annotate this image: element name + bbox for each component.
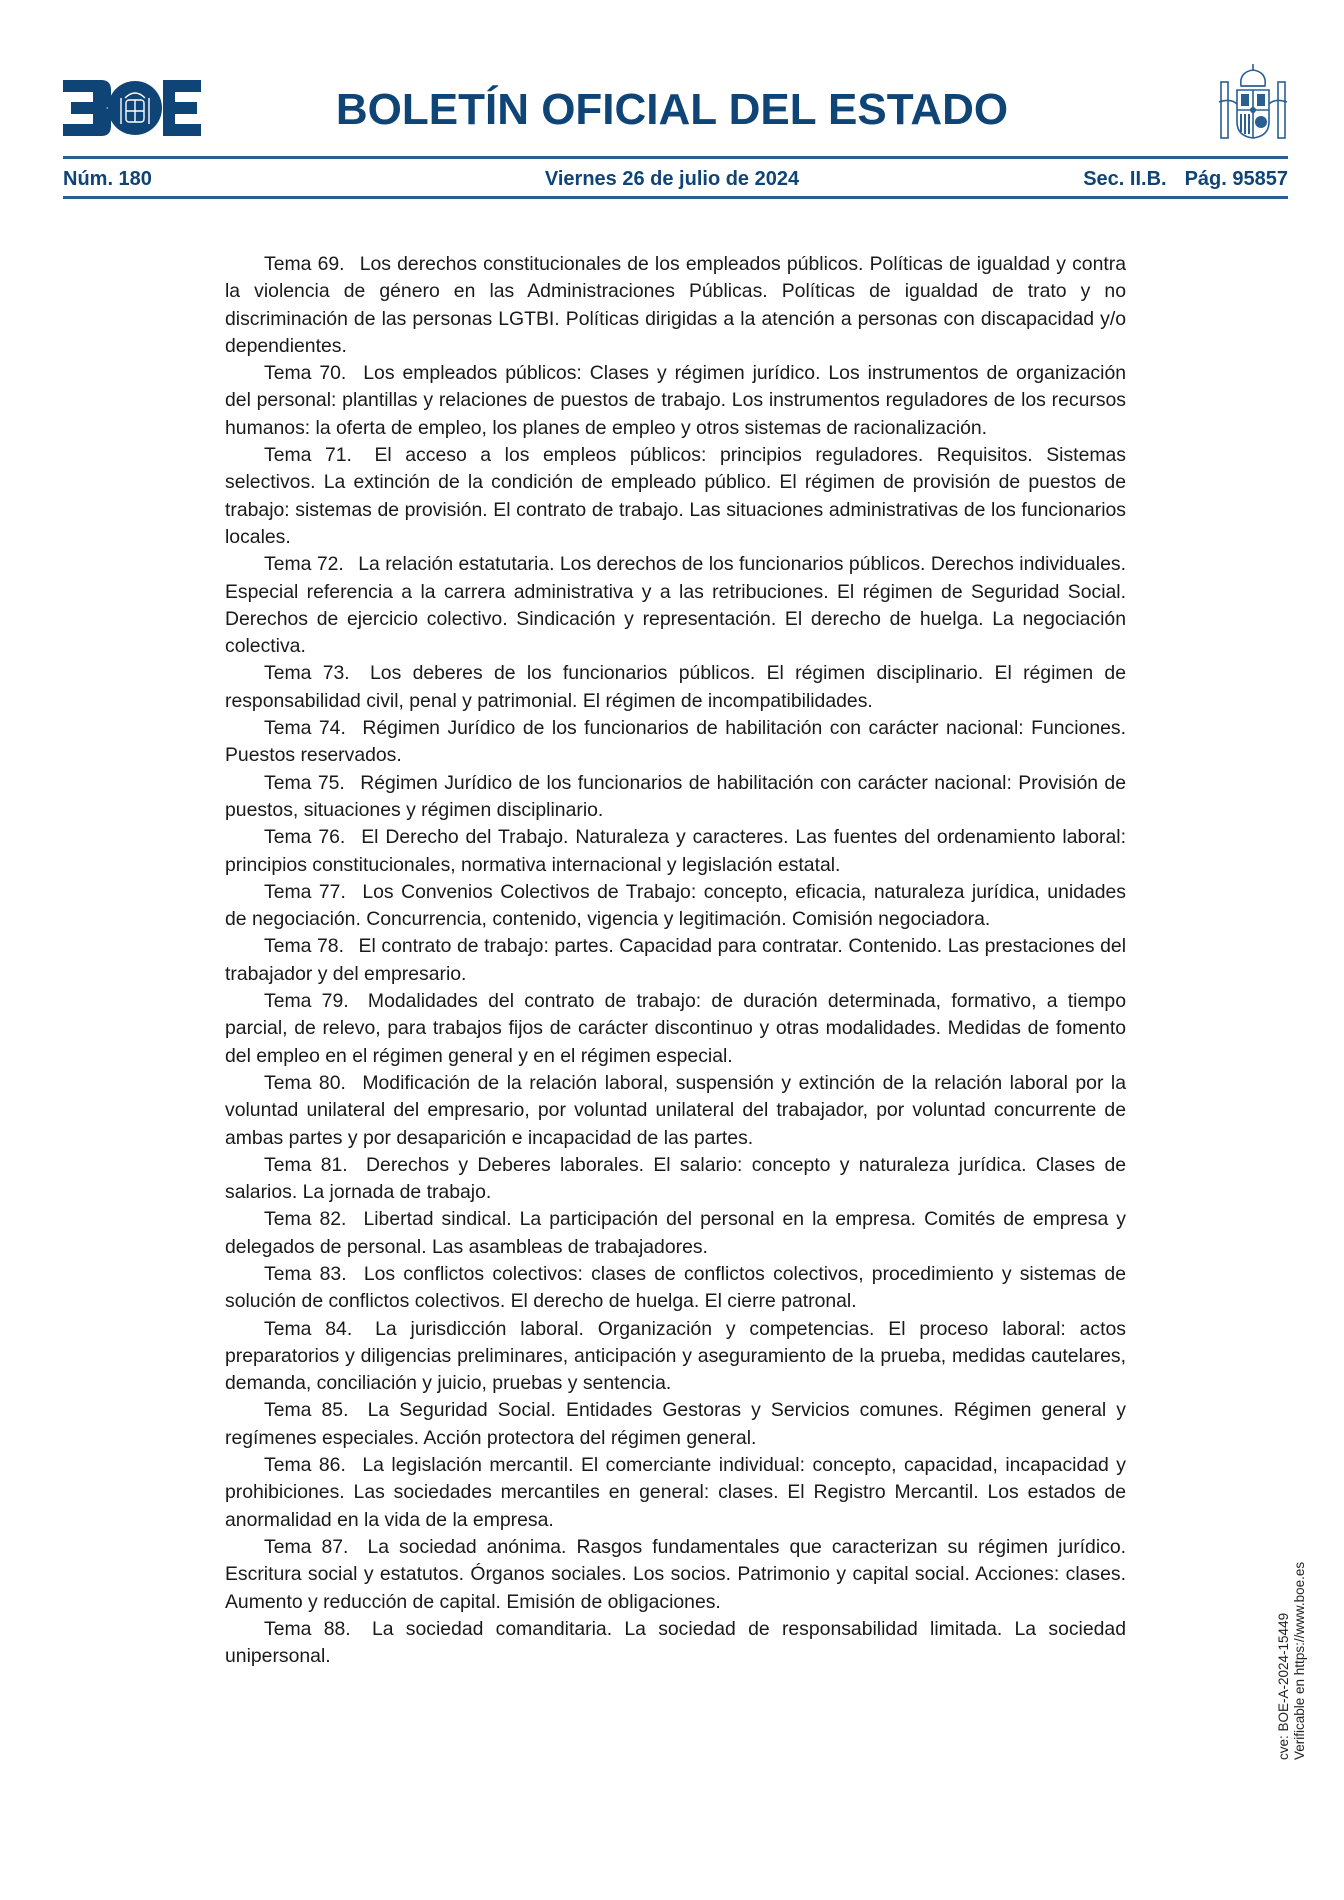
- tema-number: Tema 82.: [264, 1208, 347, 1231]
- document-body: [225, 251, 1126, 1670]
- tema-text: Los empleados públicos: Clases y régimen jurídico. Los instrumentos de organización del personal: plantillas y relaciones de puestos de trabajo. Los instrumentos reguladores de los recursos humanos: la oferta de empleo, los planes de empleo y otros sistemas de racionalización.: [225, 362, 1127, 439]
- tema-text: Los deberes de los funcionarios públicos. El régimen disciplinario. El régimen de responsabilidad civil, penal y patrimonial. El régimen de incompatibilidades.: [225, 662, 1126, 712]
- tema-paragraph: [225, 360, 1126, 442]
- tema-paragraph: [225, 442, 1126, 551]
- tema-number: Tema 69.: [264, 253, 345, 275]
- tema-text: Derechos y Deberes laborales. El salario: concepto y naturaleza jurídica. Clases de salarios. La jornada de trabajo.: [225, 1153, 1127, 1204]
- tema-paragraph: [225, 1316, 1126, 1398]
- tema-number: Tema 73.: [264, 662, 350, 685]
- tema-text: Régimen Jurídico de los funcionarios de habilitación con carácter nacional: Funciones. Puestos reservados.: [225, 717, 1126, 767]
- tema-text: Los conflictos colectivos: clases de conflictos colectivos, procedimiento y sistemas de solución de conflictos colectivos. El derecho de huelga. El cierre patronal.: [225, 1262, 1127, 1313]
- tema-text: La legislación mercantil. El comerciante individual: concepto, capacidad, incapacidad y prohibiciones. Las sociedades mercantiles en general: clases. El Registro Mercantil. Los estados de anormalidad en la vida de la empresa.: [225, 1454, 1126, 1531]
- verification-link[interactable]: Verificable en https://www.boe.es: [1292, 1561, 1307, 1760]
- issue-number: Núm. 180: [63, 168, 152, 190]
- tema-paragraph: [225, 879, 1126, 934]
- tema-number: Tema 70.: [264, 362, 347, 385]
- tema-text: La sociedad anónima. Rasgos fundamentales que caracterizan su régimen jurídico. Escritura social y estatutos. Órganos sociales. Los socios. Patrimonio y capital social. Acciones: clases. Aumento y reducción de capital. Emisión de obligaciones.: [225, 1535, 1126, 1613]
- tema-paragraph: [225, 824, 1126, 879]
- tema-number: Tema 80.: [264, 1071, 346, 1094]
- header-rule-top: [63, 156, 1288, 159]
- tema-number: Tema 78.: [264, 935, 344, 958]
- tema-paragraph: [225, 660, 1126, 715]
- tema-paragraph: [225, 770, 1126, 825]
- tema-number: Tema 87.: [264, 1535, 349, 1558]
- header-rule-bottom: [63, 196, 1288, 199]
- tema-number: Tema 88.: [264, 1617, 351, 1640]
- tema-number: Tema 72.: [264, 553, 344, 576]
- tema-text: El acceso a los empleos públicos: principios reguladores. Requisitos. Sistemas selectivos. La extinción de la condición de empleado público. El régimen de provisión de puestos de trabajo: sistemas de provisión. El contrato de trabajo. Las situaciones administrativas de los funcionarios locales.: [225, 444, 1126, 548]
- verification-sidebar: [1276, 1562, 1308, 1760]
- tema-text: Modificación de la relación laboral, suspensión y extinción de la relación laboral por la voluntad unilateral del empresario, por voluntad unilateral del trabajador, por voluntad concurrente de ambas partes y por desaparición e incapacidad de las partes.: [225, 1071, 1126, 1149]
- coat-of-arms-icon: [1217, 64, 1289, 142]
- tema-text: Modalidades del contrato de trabajo: de duración determinada, formativo, a tiempo parcial, de relevo, para trabajos fijos de carácter discontinuo y otras modalidades. Medidas de fomento del empleo en el régimen general y en el régimen especial.: [225, 990, 1126, 1067]
- publication-title: BOLETÍN OFICIAL DEL ESTADO: [335, 85, 1009, 134]
- tema-paragraph: [225, 1616, 1126, 1671]
- tema-text: La relación estatutaria. Los derechos de los funcionarios públicos. Derechos individuales. Especial referencia a la carrera administrativa y a las retribuciones. El régimen de Seguridad Social. Derechos de ejercicio colectivo. Sindicación y representación. El derecho de huelga. La negociación colectiva.: [225, 553, 1126, 658]
- tema-number: Tema 86.: [264, 1454, 346, 1477]
- tema-number: Tema 76.: [264, 826, 346, 849]
- cve-code: cve: BOE-A-2024-15449: [1276, 1612, 1291, 1760]
- tema-paragraph: [225, 1152, 1126, 1207]
- tema-paragraph: [225, 1397, 1126, 1452]
- tema-number: Tema 77.: [264, 880, 346, 903]
- tema-number: Tema 79.: [264, 990, 349, 1013]
- tema-number: Tema 84.: [264, 1317, 353, 1340]
- tema-paragraph: [225, 1070, 1126, 1152]
- tema-number: Tema 83.: [264, 1262, 347, 1285]
- tema-text: Régimen Jurídico de los funcionarios de habilitación con carácter nacional: Provisión de puestos, situaciones y régimen disciplinario.: [225, 771, 1126, 821]
- tema-paragraph: [225, 988, 1126, 1070]
- tema-paragraph: [225, 251, 1126, 360]
- tema-paragraph: [225, 1261, 1126, 1316]
- tema-text: La sociedad comanditaria. La sociedad de responsabilidad limitada. La sociedad unipersonal.: [225, 1617, 1126, 1668]
- tema-paragraph: [225, 1452, 1126, 1534]
- tema-text: El contrato de trabajo: partes. Capacidad para contratar. Contenido. Las prestaciones del trabajador y del empresario.: [225, 935, 1126, 985]
- tema-number: Tema 71.: [264, 444, 352, 467]
- tema-number: Tema 85.: [264, 1399, 349, 1422]
- issue-date: Viernes 26 de julio de 2024: [544, 168, 800, 190]
- tema-number: Tema 74.: [264, 717, 346, 740]
- tema-text: Los derechos constitucionales de los empleados públicos. Políticas de igualdad y contra la violencia de género en las Administraciones Públicas. Políticas de igualdad de trato y no discriminación de las personas LGTBI. Políticas dirigidas a la atención a personas con discapacidad y/o dependientes.: [225, 253, 1127, 357]
- tema-text: Libertad sindical. La participación del personal en la empresa. Comités de empresa y delegados de personal. Las asambleas de trabajadores.: [225, 1208, 1126, 1258]
- tema-text: El Derecho del Trabajo. Naturaleza y caracteres. Las fuentes del ordenamiento laboral: principios constitucionales, normativa internacional y legislación estatal.: [225, 826, 1126, 876]
- section-page-info: [1083, 166, 1288, 192]
- tema-paragraph: [225, 1534, 1126, 1616]
- tema-paragraph: [225, 715, 1126, 770]
- tema-paragraph: [225, 551, 1126, 660]
- section-label: Sec. II.B.: [1083, 168, 1167, 190]
- tema-number: Tema 75.: [264, 771, 345, 794]
- tema-text: Los Convenios Colectivos de Trabajo: concepto, eficacia, naturaleza jurídica, unidades de negociación. Concurrencia, contenido, vigencia y legitimación. Comisión negociadora.: [225, 880, 1127, 931]
- tema-paragraph: [225, 933, 1126, 988]
- tema-number: Tema 81.: [264, 1153, 348, 1176]
- tema-text: La jurisdicción laboral. Organización y competencias. El proceso laboral: actos preparatorios y diligencias preliminares, anticipación y aseguramiento de la prueba, medidas cautelares, demanda, conciliación y juicio, pruebas y sentencia.: [225, 1317, 1126, 1395]
- tema-paragraph: [225, 1206, 1126, 1261]
- page-number: Pág. 95857: [1184, 168, 1288, 190]
- tema-text: La Seguridad Social. Entidades Gestoras y Servicios comunes. Régimen general y regímenes especiales. Acción protectora del régimen general.: [225, 1399, 1126, 1449]
